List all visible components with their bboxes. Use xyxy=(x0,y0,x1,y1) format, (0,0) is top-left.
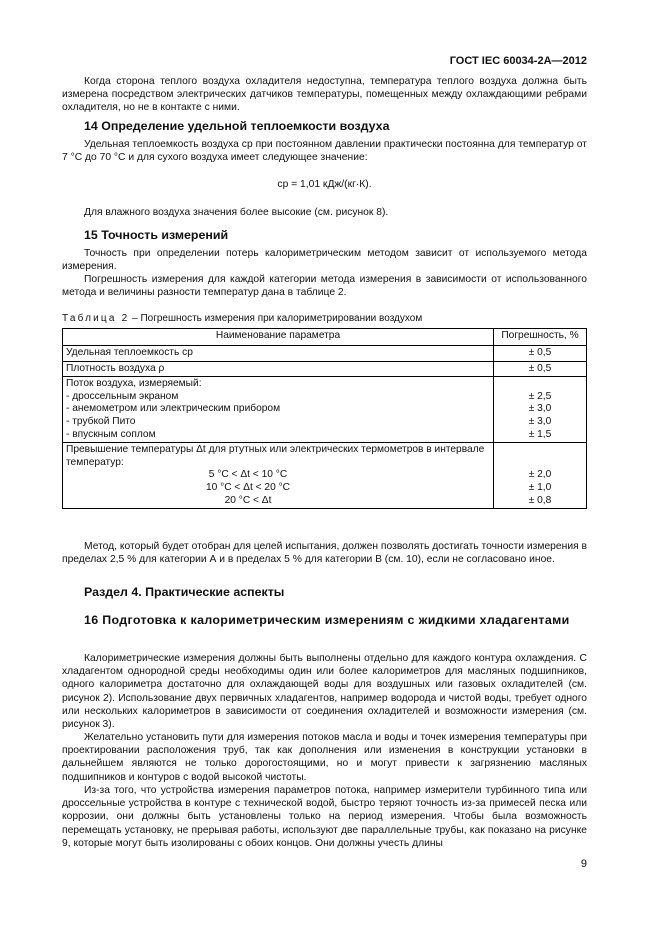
section-14-paragraph-2: Для влажного воздуха значения более высокие (см. рисунок 8). xyxy=(84,207,389,218)
row4-name: Превышение температуры Δt для ртутных или электрических термометров в интервале температур: xyxy=(66,444,485,468)
table-caption-text: – Погрешность измерения при калориметрировании воздухом xyxy=(129,313,423,324)
section-16-paragraph-2: Желательно установить пути для измерения потоков масла и воды и точек измерения температуры при проектировании расположения труб, так как дополнения или изменения в конструкции установки в дальнейшем являются не только дорогостоящими, но и могут привести к загрязнению масляных подшипников и контуров с водой высокой чистоты. xyxy=(62,732,587,783)
section-15-paragraph-2: Погрешность измерения для каждой категории метода измерения в зависимости от использованного метода и величины разности температур дана в таблице 2. xyxy=(62,274,587,299)
table-row xyxy=(63,346,587,362)
row4-value: ± 0,8 xyxy=(528,494,552,506)
table-row xyxy=(63,443,587,509)
page-number: 9 xyxy=(580,858,587,870)
row3-name: Поток воздуха, измеряемый: xyxy=(66,378,202,390)
row2-name: Плотность воздуха ρ xyxy=(63,361,494,377)
row1-name: Удельная теплоемкость cp xyxy=(63,346,494,362)
intro-paragraph: Когда сторона теплого воздуха охладителя недоступна, температура теплого воздуха должна быть измерена посредством электрических датчиков температуры, помещенных между охлаждающими ребрами охладителя, но не в контакте с ними. xyxy=(62,76,587,114)
document-header: ГОСТ IEC 60034-2A—2012 xyxy=(449,55,587,67)
table-caption xyxy=(62,312,587,325)
section-14-paragraph-1: Удельная теплоемкость воздуха cp при постоянном давлении практически постоянна для температур от 7 °С до 70 °С и для сухого воздуха имеет следующее значение: xyxy=(62,139,587,164)
row4-name-cell xyxy=(63,443,494,509)
row3-values-cell xyxy=(494,377,587,443)
after-table-paragraph: Метод, который будет отобран для целей испытания, должен позволять достигать точности измерения в пределах 2,5 % для категории А и в пределах 5 % для категории В (см. 10), если не согласовано иное. xyxy=(62,541,587,566)
row4-values-cell xyxy=(494,443,587,509)
section-15-paragraph-1: Точность при определении потерь калориметрическим методом зависит от используемого метода измерения. xyxy=(62,248,587,273)
row3-item: - впускным соплом xyxy=(66,428,156,440)
section-16-paragraph-3: Из-за того, что устройства измерения параметров потока, например измерители турбинного типа или дроссельные устройства в контуре с технической водой, быстро теряют точность из-за примесей песка или коррозии, они должны быть установлены только на период измерения. Чтобы была возможность перемещать установку, не прерывая работы, используют две параллельные трубы, как показано на рисунке 9, которые могут быть изолированы с обоих концов. Они должны учесть длины xyxy=(62,785,587,849)
section-4-title: Раздел 4. Практические аспекты xyxy=(84,585,285,599)
row4-value: ± 1,0 xyxy=(528,481,552,493)
row1-value: ± 0,5 xyxy=(494,346,587,362)
row4-item: 5 °C < Δt < 10 °C xyxy=(208,469,288,481)
table-caption-label: Таблица 2 xyxy=(62,313,130,324)
error-table xyxy=(62,328,587,509)
section-16-title: 16 Подготовка к калориметрическим измерениям с жидкими хладагентами xyxy=(84,613,570,627)
table-header-name: Наименование параметра xyxy=(63,329,494,346)
formula-cp: cp = 1,01 кДж/(кг·К). xyxy=(277,179,372,190)
row4-value: ± 2,0 xyxy=(528,469,552,481)
row3-item: - анемометром или электрическим прибором xyxy=(66,403,281,415)
row3-name-cell xyxy=(63,377,494,443)
row3-value: ± 2,5 xyxy=(528,390,552,402)
row3-item: - дроссельным экраном xyxy=(66,390,179,402)
row2-value: ± 0,5 xyxy=(494,361,587,377)
section-15-title: 15 Точность измерений xyxy=(84,228,229,242)
row4-item: 20 °C < Δt xyxy=(224,494,272,506)
table-row xyxy=(63,361,587,377)
row3-value: ± 3,0 xyxy=(528,403,552,415)
row4-item: 10 °C < Δt < 20 °C xyxy=(205,481,291,493)
row3-value: ± 3,0 xyxy=(528,415,552,427)
table-header-error: Погрешность, % xyxy=(494,329,587,346)
section-14-title: 14 Определение удельной теплоемкости воздуха xyxy=(84,119,390,133)
row3-value: ± 1,5 xyxy=(528,428,552,440)
section-16-paragraph-1: Калориметрические измерения должны быть выполнены отдельно для каждого контура охлаждения. С хладагентом однородной среды необходимы один или более калориметров для масляных подшипников, одного калориметра достаточно для охлаждающей воды для воздушных или газовых охладителей (см. рисунок 2). Использование двух первичных хладагентов, например водорода и чистой воды, требует одного или нескольких калориметров в зависимости от соединения охладителей и возможности измерения (см. рисунок 3). xyxy=(62,653,587,731)
table-header-row xyxy=(63,329,587,346)
row3-item: - трубкой Пито xyxy=(66,415,136,427)
table-row xyxy=(63,377,587,443)
